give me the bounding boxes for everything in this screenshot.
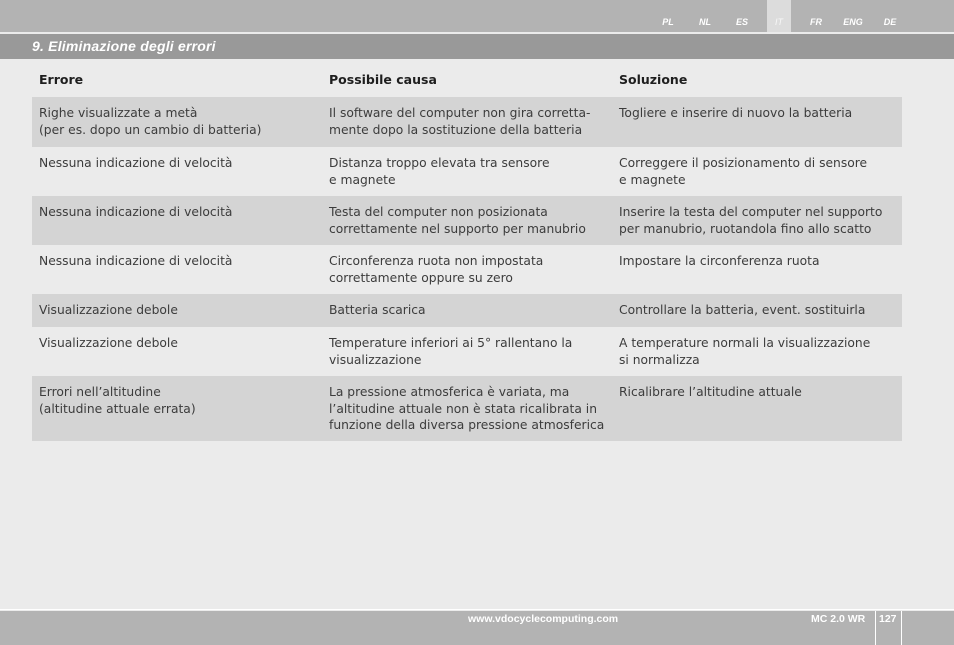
table-cell-causa <box>322 155 612 196</box>
cell-text-line: Circonferenza ruota non impostata <box>329 254 544 268</box>
cell-text-line: (per es. dopo un cambio di batteria) <box>39 122 262 137</box>
cell-text-line: Nessuna indicazione di velocità <box>39 156 233 170</box>
table-cell-soluzione <box>612 105 902 147</box>
cell-text-line: Ricalibrare l’altitudine attuale <box>619 385 802 399</box>
section-title: 9. Eliminazione degli errori <box>32 38 216 54</box>
cell-text-line: Testa del computer non posizionata <box>329 205 548 219</box>
table-cell-soluzione <box>612 335 902 376</box>
cell-text-line: si normalizza <box>619 352 700 367</box>
table-cell-causa <box>322 335 612 376</box>
language-tab-eng[interactable]: ENG <box>843 17 863 27</box>
table-cell-errore <box>32 384 322 441</box>
table-row <box>32 245 902 294</box>
table-cell-causa <box>322 384 612 441</box>
table-cell-causa <box>322 105 612 147</box>
column-header-possibile-causa: Possibile causa <box>329 72 437 87</box>
language-tab-it[interactable]: IT <box>767 0 791 32</box>
cell-text-line: Batteria scarica <box>329 303 426 317</box>
table-row <box>32 376 902 441</box>
cell-text-line: Controllare la batteria, event. sostituirla <box>619 303 866 317</box>
cell-text-line: Il software del computer non gira corretta- <box>329 106 591 120</box>
table-cell-errore <box>32 302 322 327</box>
footer-separator <box>901 611 902 645</box>
cell-text-line: mente dopo la sostituzione della batteria <box>329 122 583 137</box>
table-row <box>32 327 902 376</box>
cell-text-line: Correggere il posizionamento di sensore <box>619 156 868 170</box>
footer-divider <box>0 609 954 610</box>
cell-text-line: Togliere e inserire di nuovo la batteria <box>619 106 853 120</box>
cell-text-line: e magnete <box>619 172 686 187</box>
cell-text-line: funzione della diversa pressione atmosferica <box>329 418 605 432</box>
cell-text-line: Righe visualizzate a metà <box>39 106 198 120</box>
cell-text-line: Visualizzazione debole <box>39 336 178 350</box>
cell-text-line: correttamente oppure su zero <box>329 270 513 285</box>
cell-text-line: l’altitudine attuale non è stata ricalibrata in <box>329 401 598 416</box>
cell-text-line: e magnete <box>329 172 396 187</box>
cell-text-line: Visualizzazione debole <box>39 303 178 317</box>
cell-text-line: visualizzazione <box>329 352 422 367</box>
cell-text-line: Distanza troppo elevata tra sensore <box>329 156 550 170</box>
table-cell-soluzione <box>612 253 902 294</box>
cell-text-line: correttamente nel supporto per manubrio <box>329 221 586 236</box>
troubleshooting-table <box>32 64 902 441</box>
cell-text-line: per manubrio, ruotandola fino allo scatto <box>619 221 872 236</box>
table-cell-causa <box>322 253 612 294</box>
table-header-row <box>32 64 902 97</box>
page-number: 127 <box>879 613 897 625</box>
cell-text-line: Impostare la circonferenza ruota <box>619 254 820 268</box>
cell-text-line: A temperature normali la visualizzazione <box>619 336 871 350</box>
footer-separator <box>875 611 876 645</box>
table-cell-causa <box>322 302 612 327</box>
table-body <box>32 97 902 441</box>
cell-text-line: Errori nell’altitudine <box>39 385 161 399</box>
table-cell-errore <box>32 105 322 147</box>
cell-text-line: (altitudine attuale errata) <box>39 401 196 416</box>
table-cell-soluzione <box>612 155 902 196</box>
table-cell-causa <box>322 204 612 245</box>
table-cell-errore <box>32 155 322 196</box>
column-header-soluzione: Soluzione <box>619 72 688 87</box>
table-cell-soluzione <box>612 302 902 327</box>
cell-text-line: Temperature inferiori ai 5° rallentano la <box>329 336 573 350</box>
cell-text-line: Nessuna indicazione di velocità <box>39 205 233 219</box>
column-header-errore: Errore <box>39 72 84 87</box>
table-cell-errore <box>32 335 322 376</box>
language-tab-pl[interactable]: PL <box>662 17 674 27</box>
cell-text-line: Nessuna indicazione di velocità <box>39 254 233 268</box>
language-tab-nl[interactable]: NL <box>699 17 711 27</box>
cell-text-line: Inserire la testa del computer nel supporto <box>619 205 883 219</box>
table-cell-soluzione <box>612 384 902 441</box>
table-row <box>32 196 902 245</box>
table-row <box>32 147 902 196</box>
table-cell-errore <box>32 204 322 245</box>
cell-text-line: La pressione atmosferica è variata, ma <box>329 385 570 399</box>
table-cell-errore <box>32 253 322 294</box>
language-tab-de[interactable]: DE <box>883 17 897 27</box>
footer-url: www.vdocyclecomputing.com <box>468 613 619 625</box>
language-tab-fr[interactable]: FR <box>810 17 822 27</box>
table-cell-soluzione <box>612 204 902 245</box>
table-row <box>32 97 902 147</box>
language-tab-es[interactable]: ES <box>735 17 748 27</box>
footer-model: MC 2.0 WR <box>811 613 866 625</box>
table-row <box>32 294 902 327</box>
